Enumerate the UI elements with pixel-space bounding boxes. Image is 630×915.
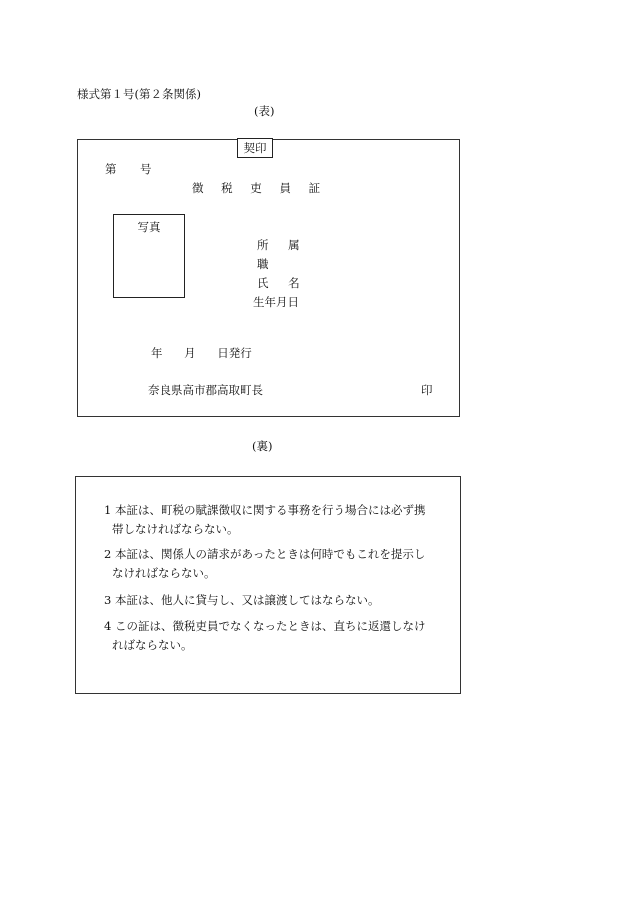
rule-2-line-1: 2 本証は、関係人の請求があったときは何時でもこれを提示し (104, 547, 426, 561)
photo-label: 写真 (137, 220, 161, 234)
rule-4-line-2: ればならない。 (112, 638, 193, 652)
seal-mark: 印 (421, 383, 433, 397)
number-go: 号 (140, 162, 152, 176)
card-title: 徴 税 吏 員 証 (192, 181, 321, 195)
rule-3-line-1: 3 本証は、他人に貸与し、又は譲渡してはならない。 (104, 593, 380, 607)
form-label: 様式第１号(第２条関係) (77, 87, 201, 101)
rule-4-line-1: 4 この証は、徴税吏員でなくなったときは、直ちに返還しなけ (104, 619, 426, 633)
number-dai: 第 (105, 162, 117, 176)
field-position: 職 (257, 257, 269, 271)
issue-date: 年 月 日発行 (151, 346, 252, 360)
field-birthdate: 生年月日 (253, 295, 299, 309)
rule-1-line-2: 帯しなければならない。 (112, 522, 239, 536)
front-side-label: (表) (254, 104, 275, 118)
rule-2-line-2: なければならない。 (112, 566, 216, 580)
issuer-name: 奈良県高市郡高取町長 (148, 383, 263, 397)
seal-box: 契印 (237, 138, 273, 158)
field-name: 氏 名 (257, 276, 300, 290)
photo-box (113, 214, 185, 298)
back-side-label: (裏) (252, 439, 273, 453)
field-affiliation: 所 属 (257, 238, 300, 252)
rule-1-line-1: 1 本証は、町税の賦課徴収に関する事務を行う場合には必ず携 (104, 503, 426, 517)
